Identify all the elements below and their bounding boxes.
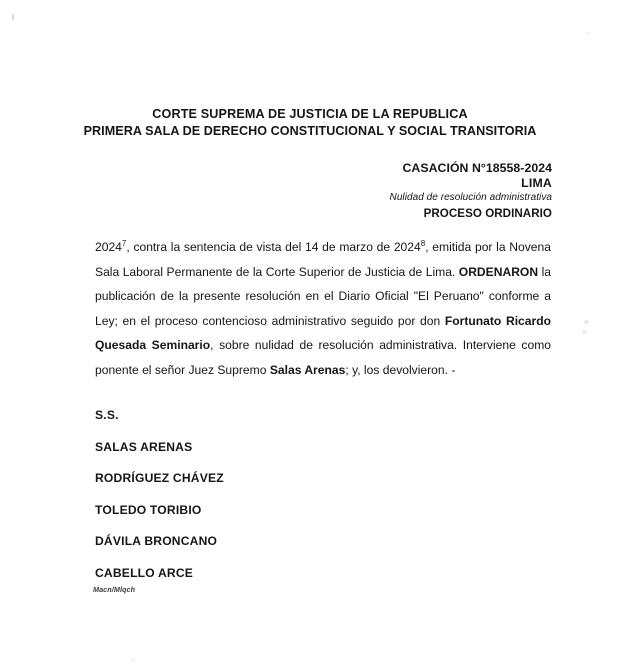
signature-name: RODRÍGUEZ CHÁVEZ: [95, 471, 224, 485]
body-segment: , contra la sentencia de vista del 14 de marzo de 2024: [126, 240, 421, 254]
case-number: CASACIÓN N°18558-2024: [402, 161, 552, 175]
clerk-initials: Macn/Mlqch: [93, 585, 136, 594]
footnote-marker-8: 8: [420, 238, 426, 248]
footnote-marker-7: 7: [121, 238, 127, 248]
case-subject-matter: Nulidad de resolución administrativa: [389, 192, 552, 203]
scan-artifact-speck: [582, 330, 587, 334]
body-segment: 2024: [95, 240, 122, 254]
scan-artifact-speck: [12, 14, 14, 20]
body-segment: la publicación de la presente resolución en el Diario Oficial "El Peruano" conforme a Ley; en el proceso contencioso administrativo seguido por don: [95, 264, 551, 328]
court-header-line-2: PRIMERA SALA DE DERECHO CONSTITUCIONAL Y SOCIAL TRANSITORIA: [83, 124, 537, 138]
scan-artifact-speck: [131, 659, 134, 662]
signature-list: [95, 408, 224, 580]
court-header: [0, 106, 620, 140]
signature-name: TOLEDO TORIBIO: [95, 502, 202, 517]
signature-name: DÁVILA BRONCANO: [95, 534, 218, 548]
case-jurisdiction: LIMA: [521, 175, 552, 190]
case-identification-block: [390, 161, 552, 221]
body-segment: ; y, los devolvieron. -: [345, 362, 456, 377]
body-emphasis-party-name: Fortunato Ricardo Quesada Seminario: [95, 313, 551, 353]
court-header-line-1: CORTE SUPREMA DE JUSTICIA DE LA REPUBLICA: [152, 107, 468, 121]
signature-label-ss: S.S.: [95, 408, 119, 422]
body-segment: , sobre nulidad de resolución administrativa. Interviene como ponente el señor Juez Supremo: [95, 338, 551, 377]
body-segment: , emitida por la Novena Sala Laboral Permanente de la Corte Superior de Justicia de Lima.: [95, 240, 551, 279]
signature-name: SALAS ARENAS: [95, 439, 193, 454]
case-process-type: PROCESO ORDINARIO: [423, 206, 552, 220]
signature-name: CABELLO ARCE: [95, 565, 194, 580]
body-emphasis-rapporteur: Salas Arenas: [269, 362, 346, 377]
scan-artifact-speck: [585, 32, 589, 35]
body-emphasis-ordenaron: ORDENARON: [458, 264, 539, 279]
scan-artifact-speck: [584, 320, 589, 324]
resolution-body-paragraph: [95, 235, 551, 383]
